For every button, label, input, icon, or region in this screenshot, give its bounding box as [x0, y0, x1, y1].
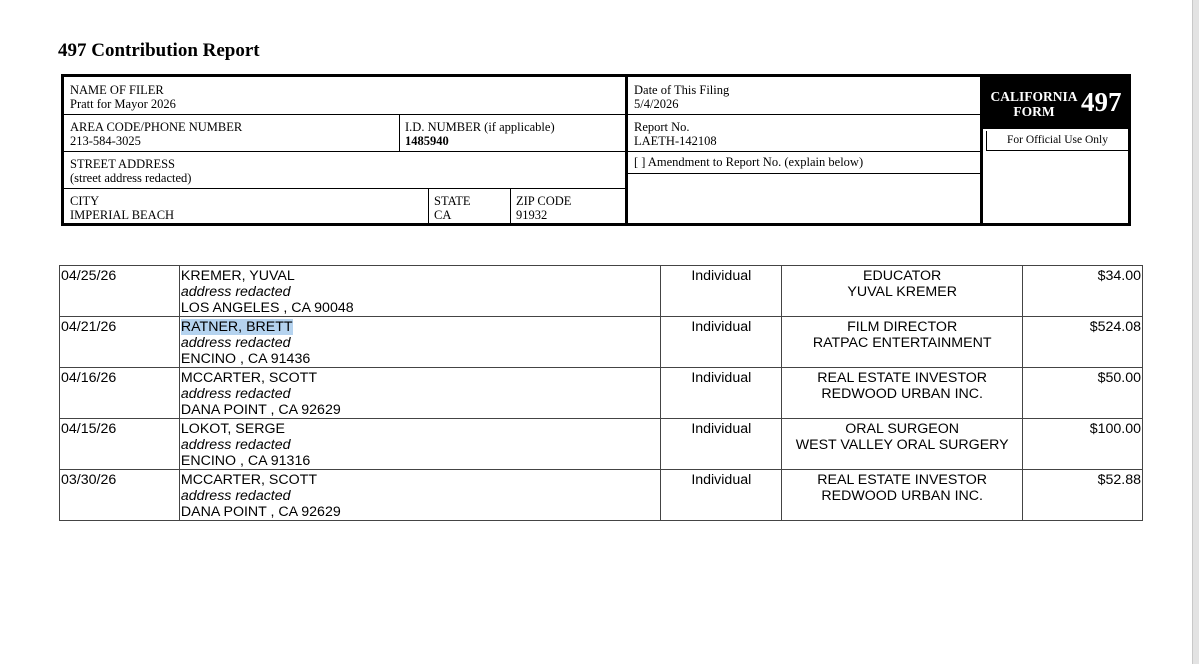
street-label: STREET ADDRESS	[70, 157, 175, 171]
street-cell	[64, 151, 625, 188]
street-value: (street address redacted)	[70, 171, 192, 185]
contributor-cell	[179, 317, 660, 368]
page-edge	[1193, 0, 1199, 664]
occupation-cell	[782, 317, 1023, 368]
date-value: 04/25/26	[61, 268, 117, 284]
contribution-date	[60, 419, 180, 470]
filing-date: 5/4/2026	[634, 97, 679, 111]
contributor-name	[181, 472, 660, 488]
contributor-address: address redacted	[180, 335, 291, 351]
table-row	[60, 470, 1143, 521]
amount	[1023, 368, 1143, 419]
amount-value: $52.88	[1097, 472, 1141, 488]
occupation: ORAL SURGEON	[845, 421, 960, 437]
contribution-date	[60, 317, 180, 368]
zip-value: 91932	[516, 208, 548, 222]
amount-value: $100.00	[1089, 421, 1141, 437]
contributor-name-text: MCCARTER, SCOTT	[180, 472, 318, 488]
contribution-date	[60, 266, 180, 317]
type-value: Individual	[691, 472, 752, 488]
phone-label: AREA CODE/PHONE NUMBER	[70, 120, 243, 134]
form-divider	[628, 173, 983, 174]
city-label: CITY	[70, 194, 100, 208]
contributor-name	[181, 370, 660, 386]
type-value: Individual	[691, 268, 752, 284]
contributor-name	[181, 268, 660, 284]
contributor-name-text: MCCARTER, SCOTT	[180, 370, 318, 386]
occupation: EDUCATOR	[863, 268, 942, 284]
date-value: 04/15/26	[61, 421, 117, 437]
employer: YUVAL KREMER	[847, 284, 957, 300]
contributor-city: DANA POINT , CA 92629	[180, 504, 341, 520]
contributor-city: ENCINO , CA 91436	[180, 351, 311, 367]
amount	[1023, 266, 1143, 317]
date-value: 03/30/26	[61, 472, 117, 488]
table-row	[60, 317, 1143, 368]
contributor-name-text: LOKOT, SERGE	[180, 421, 285, 437]
occupation-cell	[782, 419, 1023, 470]
contributor-name-text: KREMER, YUVAL	[180, 268, 295, 284]
amendment-cell	[628, 151, 980, 173]
form-badge-text	[989, 89, 1079, 119]
filer-name-label: NAME OF FILER	[70, 83, 164, 97]
amount	[1023, 419, 1143, 470]
contributor-type	[661, 470, 782, 521]
report-title: 497 Contribution Report	[58, 40, 260, 61]
contributor-address: address redacted	[180, 284, 291, 300]
occupation-cell	[782, 368, 1023, 419]
state-label: STATE	[434, 194, 471, 208]
contributor-type	[661, 317, 782, 368]
employer: RATPAC ENTERTAINMENT	[812, 335, 992, 351]
occupation: REAL ESTATE INVESTOR	[817, 370, 988, 386]
table-row	[60, 368, 1143, 419]
contributor-city: LOS ANGELES , CA 90048	[180, 300, 354, 316]
state-value: CA	[434, 208, 452, 222]
date-value: 04/16/26	[61, 370, 117, 386]
employer: REDWOOD URBAN INC.	[821, 386, 983, 402]
amount	[1023, 317, 1143, 368]
report-no-cell	[628, 114, 980, 151]
id-cell	[399, 114, 625, 151]
contributor-name	[181, 319, 660, 335]
employer: WEST VALLEY ORAL SURGERY	[795, 437, 1009, 453]
type-value: Individual	[691, 421, 752, 437]
report-no: LAETH-142108	[634, 134, 717, 148]
city-cell	[64, 188, 428, 223]
date-value: 04/21/26	[61, 319, 117, 335]
contributor-cell	[179, 470, 660, 521]
city-value: IMPERIAL BEACH	[70, 208, 175, 222]
id-label: I.D. NUMBER (if applicable)	[405, 120, 555, 134]
occupation-cell	[782, 266, 1023, 317]
filer-name-cell	[64, 77, 625, 114]
type-value: Individual	[691, 370, 752, 386]
contributor-name	[181, 421, 660, 437]
zip-cell	[510, 188, 625, 223]
contributor-name-text: RATNER, BRETT	[180, 319, 293, 335]
occupation-cell	[782, 470, 1023, 521]
filer-form	[61, 74, 1131, 226]
contributor-cell	[179, 419, 660, 470]
phone-cell	[64, 114, 399, 151]
filer-name: Pratt for Mayor 2026	[70, 97, 176, 111]
type-value: Individual	[691, 319, 752, 335]
occupation: FILM DIRECTOR	[847, 319, 958, 335]
id-value: 1485940	[405, 134, 449, 148]
table-row	[60, 419, 1143, 470]
contribution-date	[60, 470, 180, 521]
contributor-type	[661, 419, 782, 470]
california-form-badge	[983, 77, 1128, 129]
occupation: REAL ESTATE INVESTOR	[817, 472, 988, 488]
zip-label: ZIP CODE	[516, 194, 572, 208]
contributions-table	[59, 265, 1143, 521]
amendment-label: [ ] Amendment to Report No. (explain below)	[634, 155, 864, 169]
contributor-city: ENCINO , CA 91316	[180, 453, 311, 469]
amount-value: $34.00	[1097, 268, 1141, 284]
contributor-address: address redacted	[180, 488, 291, 504]
employer: REDWOOD URBAN INC.	[821, 488, 983, 504]
contributor-cell	[179, 266, 660, 317]
contributor-address: address redacted	[180, 437, 291, 453]
table-row	[60, 266, 1143, 317]
contributor-type	[661, 368, 782, 419]
contribution-date	[60, 368, 180, 419]
badge-form: FORM	[1013, 104, 1055, 119]
official-use-label: For Official Use Only	[986, 131, 1129, 151]
contributor-cell	[179, 368, 660, 419]
filing-date-cell	[628, 77, 980, 114]
amount-value: $524.08	[1089, 319, 1141, 335]
badge-state: CALIFORNIA	[990, 89, 1078, 104]
amount-value: $50.00	[1097, 370, 1141, 386]
state-cell	[428, 188, 510, 223]
contributor-city: DANA POINT , CA 92629	[180, 402, 341, 418]
badge-number: 497	[1081, 87, 1122, 117]
filing-date-label: Date of This Filing	[634, 83, 730, 97]
contributor-address: address redacted	[180, 386, 291, 402]
contributor-type	[661, 266, 782, 317]
phone-value: 213-584-3025	[70, 134, 141, 148]
amount	[1023, 470, 1143, 521]
report-no-label: Report No.	[634, 120, 690, 134]
